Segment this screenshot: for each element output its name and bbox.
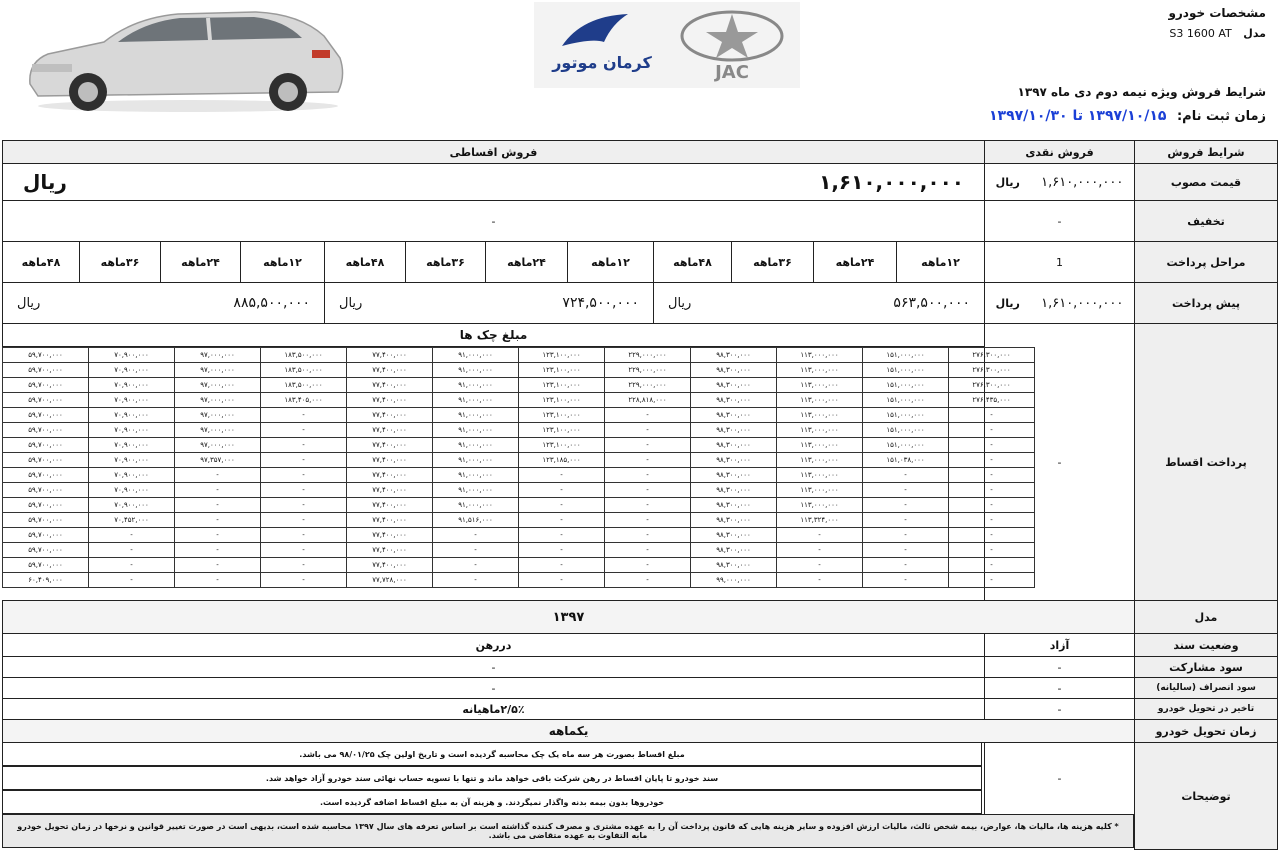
check-cell: ۱۲۳,۱۰۰,۰۰۰ <box>519 438 605 453</box>
check-cell: ۹۸,۳۰۰,۰۰۰ <box>691 468 777 483</box>
check-cell: - <box>89 558 175 573</box>
cash-stage: 1 <box>984 241 1135 283</box>
check-cell: ۱۵۱,۰۰۰,۰۰۰ <box>863 378 949 393</box>
checks-row <box>3 438 1035 453</box>
prepay-unit-2: ریال <box>339 295 363 311</box>
check-cell: - <box>949 438 1035 453</box>
check-cell: ۹۸,۳۰۰,۰۰۰ <box>691 513 777 528</box>
check-cell: ۲۲۹,۰۰۰,۰۰۰ <box>605 363 691 378</box>
page-header <box>0 0 1280 138</box>
cash-discount: - <box>984 200 1135 242</box>
month-option-10: ۲۴ماهه <box>160 241 241 283</box>
label-delivery-time: زمان تحویل خودرو <box>1134 719 1278 743</box>
label-cancel-profit: سود انصراف (سالیانه) <box>1134 677 1278 699</box>
check-cell: ۹۷,۰۰۰,۰۰۰ <box>175 378 261 393</box>
check-cell: - <box>261 408 347 423</box>
model-line <box>1169 27 1266 40</box>
check-cell: ۱۱۳,۰۰۰,۰۰۰ <box>777 393 863 408</box>
check-cell: - <box>261 438 347 453</box>
check-cell: - <box>261 423 347 438</box>
check-cell: ۷۰,۹۰۰,۰۰۰ <box>89 378 175 393</box>
check-cell: ۹۸,۳۰۰,۰۰۰ <box>691 408 777 423</box>
check-cell: - <box>175 543 261 558</box>
check-cell: ۱۲۳,۱۸۵,۰۰۰ <box>519 453 605 468</box>
check-cell: ۱۱۳,۰۰۰,۰۰۰ <box>777 408 863 423</box>
installment-price <box>2 163 985 201</box>
delivery-delay-cash: - <box>984 698 1135 720</box>
svg-text:کرمان موتور: کرمان موتور <box>552 53 652 72</box>
check-cell: ۱۲۳,۱۰۰,۰۰۰ <box>519 393 605 408</box>
month-option-6: ۲۴ماهه <box>485 241 568 283</box>
check-cell: ۹۸,۳۰۰,۰۰۰ <box>691 363 777 378</box>
check-cell: - <box>605 468 691 483</box>
check-cell: - <box>261 483 347 498</box>
check-cell: - <box>949 408 1035 423</box>
label-stages: مراحل پرداخت <box>1134 241 1278 283</box>
label-discount: تخفیف <box>1134 200 1278 242</box>
check-cell: ۵۹,۷۰۰,۰۰۰ <box>3 408 89 423</box>
check-cell: ۱۱۳,۰۰۰,۰۰۰ <box>777 498 863 513</box>
label-model-year: مدل <box>1134 600 1278 634</box>
check-cell: ۶۰,۴۰۹,۰۰۰ <box>3 573 89 588</box>
checks-row <box>3 558 1035 573</box>
check-cell: - <box>433 543 519 558</box>
check-cell: ۱۸۳,۵۰۰,۰۰۰ <box>261 378 347 393</box>
check-cell: - <box>261 468 347 483</box>
check-cell: - <box>89 528 175 543</box>
check-cell: ۷۷,۴۰۰,۰۰۰ <box>347 498 433 513</box>
check-cell: - <box>605 423 691 438</box>
model-year-value: ۱۳۹۷ <box>2 600 1135 634</box>
check-cell: ۱۲۳,۱۰۰,۰۰۰ <box>519 378 605 393</box>
check-cell: - <box>605 513 691 528</box>
check-cell: ۷۰,۹۰۰,۰۰۰ <box>89 408 175 423</box>
check-cell: ۵۹,۷۰۰,۰۰۰ <box>3 348 89 363</box>
check-cell: ۷۷,۴۰۰,۰۰۰ <box>347 408 433 423</box>
check-cell: ۱۵۱,۰۰۰,۰۰۰ <box>863 438 949 453</box>
checks-row <box>3 498 1035 513</box>
label-sale-terms: شرایط فروش <box>1134 140 1278 164</box>
installment-price-unit: ریال <box>23 170 67 194</box>
check-cell: - <box>175 558 261 573</box>
check-cell: ۹۷,۰۰۰,۰۰۰ <box>175 423 261 438</box>
check-cell: ۷۰,۹۰۰,۰۰۰ <box>89 453 175 468</box>
check-cell: - <box>863 573 949 588</box>
check-cell: ۱۸۳,۴۰۵,۰۰۰ <box>261 393 347 408</box>
check-cell: ۹۷,۰۰۰,۰۰۰ <box>175 393 261 408</box>
check-cell: ۲۷۶,۳۰۰,۰۰۰ <box>949 348 1035 363</box>
check-cell: ۱۱۳,۰۰۰,۰۰۰ <box>777 423 863 438</box>
check-cell: - <box>863 528 949 543</box>
check-cell: ۷۰,۹۰۰,۰۰۰ <box>89 348 175 363</box>
check-cell: - <box>261 453 347 468</box>
label-prepay: پیش پرداخت <box>1134 282 1278 324</box>
checks-row <box>3 423 1035 438</box>
installment-price-value: ۱,۶۱۰,۰۰۰,۰۰۰ <box>819 170 964 194</box>
cash-price-value: ۱,۶۱۰,۰۰۰,۰۰۰ <box>1041 174 1124 190</box>
check-cell: - <box>175 483 261 498</box>
check-cell: ۱۱۳,۰۰۰,۰۰۰ <box>777 348 863 363</box>
brand-logos <box>534 2 800 88</box>
check-cell: ۱۲۳,۱۰۰,۰۰۰ <box>519 408 605 423</box>
check-cell: ۷۰,۹۰۰,۰۰۰ <box>89 363 175 378</box>
check-cell: - <box>863 513 949 528</box>
check-cell: - <box>605 558 691 573</box>
check-cell: - <box>175 468 261 483</box>
check-cell: ۷۷,۴۰۰,۰۰۰ <box>347 363 433 378</box>
check-cell: ۷۰,۴۵۲,۰۰۰ <box>89 513 175 528</box>
check-cell: ۲۷۶,۴۳۵,۰۰۰ <box>949 393 1035 408</box>
installment-discount: - <box>2 200 985 242</box>
check-cell: ۱۲۳,۱۰۰,۰۰۰ <box>519 363 605 378</box>
check-cell: - <box>261 543 347 558</box>
check-cell: ۲۷۶,۳۰۰,۰۰۰ <box>949 363 1035 378</box>
check-cell: ۹۸,۳۰۰,۰۰۰ <box>691 423 777 438</box>
check-cell: - <box>949 498 1035 513</box>
check-cell: ۹۸,۳۰۰,۰۰۰ <box>691 393 777 408</box>
check-cell: ۷۰,۹۰۰,۰۰۰ <box>89 498 175 513</box>
cash-prepay-value: ۱,۶۱۰,۰۰۰,۰۰۰ <box>1041 295 1124 311</box>
label-delivery-delay: تاخیر در تحویل خودرو <box>1134 698 1278 720</box>
check-cell: - <box>519 573 605 588</box>
delivery-delay-installment: ۲/۵٪ماهیانه <box>2 698 985 720</box>
prepay-group-2 <box>324 282 654 324</box>
month-option-3: ۳۶ماهه <box>731 241 814 283</box>
cash-price-unit: ریال <box>995 175 1020 189</box>
check-cell: ۷۰,۹۰۰,۰۰۰ <box>89 423 175 438</box>
month-option-1: ۱۲ماهه <box>896 241 985 283</box>
check-cell: ۵۹,۷۰۰,۰۰۰ <box>3 423 89 438</box>
checks-row <box>3 453 1035 468</box>
check-cell: ۵۹,۷۰۰,۰۰۰ <box>3 528 89 543</box>
check-cell: ۷۷,۴۰۰,۰۰۰ <box>347 528 433 543</box>
check-cell: ۹۸,۳۰۰,۰۰۰ <box>691 558 777 573</box>
check-cell: ۹۹,۰۰۰,۰۰۰ <box>691 573 777 588</box>
check-cell: - <box>433 558 519 573</box>
check-cell: ۷۰,۹۰۰,۰۰۰ <box>89 468 175 483</box>
checks-row <box>3 483 1035 498</box>
check-cell: ۱۵۱,۰۳۸,۰۰۰ <box>863 453 949 468</box>
checks-row <box>3 408 1035 423</box>
check-cell: ۵۹,۷۰۰,۰۰۰ <box>3 468 89 483</box>
check-cell: - <box>949 558 1035 573</box>
check-cell: ۹۱,۰۰۰,۰۰۰ <box>433 348 519 363</box>
check-cell: ۹۸,۳۰۰,۰۰۰ <box>691 348 777 363</box>
checks-row <box>3 348 1035 363</box>
check-cell: ۹۸,۳۰۰,۰۰۰ <box>691 483 777 498</box>
prepay-unit-3: ریال <box>17 295 41 311</box>
check-cell: ۹۱,۰۰۰,۰۰۰ <box>433 498 519 513</box>
check-cell: ۹۱,۰۰۰,۰۰۰ <box>433 453 519 468</box>
month-option-7: ۳۶ماهه <box>405 241 486 283</box>
cancel-profit-installment: - <box>2 677 985 699</box>
check-cell: ۹۷,۰۰۰,۰۰۰ <box>175 438 261 453</box>
check-cell: ۱۵۱,۰۰۰,۰۰۰ <box>863 348 949 363</box>
check-cell: ۷۷,۴۰۰,۰۰۰ <box>347 453 433 468</box>
check-cell: ۱۱۳,۰۰۰,۰۰۰ <box>777 453 863 468</box>
prepay-group-3 <box>2 282 325 324</box>
cash-price <box>984 163 1135 201</box>
check-cell: - <box>777 558 863 573</box>
check-cell: ۷۷,۴۰۰,۰۰۰ <box>347 378 433 393</box>
check-cell: - <box>605 498 691 513</box>
cash-prepay <box>984 282 1135 324</box>
prepay-value-2: ۷۲۴,۵۰۰,۰۰۰ <box>562 295 639 311</box>
check-cell: - <box>175 573 261 588</box>
check-cell: ۲۷۶,۳۰۰,۰۰۰ <box>949 378 1035 393</box>
check-cell: - <box>605 528 691 543</box>
month-option-12: ۴۸ماهه <box>2 241 80 283</box>
check-cell: - <box>777 573 863 588</box>
partnership-installment: - <box>2 656 985 678</box>
check-cell: - <box>261 513 347 528</box>
check-cell: - <box>519 558 605 573</box>
terms-title: شرایط فروش ویژه نیمه دوم دی ماه ۱۳۹۷ <box>1017 85 1266 99</box>
prepay-value-3: ۸۸۵,۵۰۰,۰۰۰ <box>233 295 310 311</box>
check-cell: - <box>949 423 1035 438</box>
model-value: S3 1600 AT <box>1169 27 1232 40</box>
check-cell: - <box>519 528 605 543</box>
check-cell: ۷۷,۴۰۰,۰۰۰ <box>347 558 433 573</box>
month-option-9: ۱۲ماهه <box>240 241 325 283</box>
label-partnership: سود مشارکت <box>1134 656 1278 678</box>
check-cell: ۵۹,۷۰۰,۰۰۰ <box>3 363 89 378</box>
checks-row <box>3 468 1035 483</box>
check-cell: ۷۰,۹۰۰,۰۰۰ <box>89 483 175 498</box>
month-option-4: ۴۸ماهه <box>653 241 732 283</box>
check-cell: ۹۸,۳۰۰,۰۰۰ <box>691 378 777 393</box>
check-cell: - <box>605 438 691 453</box>
label-installment: فروش اقساطی <box>2 140 985 164</box>
check-cell: ۲۲۹,۰۰۰,۰۰۰ <box>605 378 691 393</box>
spec-title: مشخصات خودرو <box>1168 6 1266 20</box>
svg-text:JAC: JAC <box>715 62 749 83</box>
check-cell: ۷۷,۴۰۰,۰۰۰ <box>347 543 433 558</box>
check-cell: - <box>605 543 691 558</box>
check-cell: ۱۵۱,۰۰۰,۰۰۰ <box>863 363 949 378</box>
check-cell: - <box>949 573 1035 588</box>
check-cell: - <box>433 573 519 588</box>
check-cell: ۵۹,۷۰۰,۰۰۰ <box>3 378 89 393</box>
check-cell: ۷۷,۴۰۰,۰۰۰ <box>347 393 433 408</box>
check-cell: ۱۲۳,۱۰۰,۰۰۰ <box>519 348 605 363</box>
check-cell: ۹۷,۰۰۰,۰۰۰ <box>175 408 261 423</box>
label-price: قیمت مصوب <box>1134 163 1278 201</box>
jac-logo <box>672 2 792 88</box>
delivery-time-value: یکماهه <box>2 719 1135 743</box>
checks-row <box>3 543 1035 558</box>
check-cell: - <box>949 513 1035 528</box>
check-cell: ۲۲۹,۰۰۰,۰۰۰ <box>605 348 691 363</box>
checks-row <box>3 573 1035 588</box>
check-cell: - <box>605 483 691 498</box>
check-cell: ۱۸۳,۵۰۰,۰۰۰ <box>261 348 347 363</box>
registration-line <box>989 108 1266 124</box>
check-cell: ۵۹,۷۰۰,۰۰۰ <box>3 498 89 513</box>
note-1: مبلغ اقساط بصورت هر سه ماه یک چک محاسبه گردیده است و تاریخ اولین چک ۹۸/۰۱/۲۵ می باشد. <box>2 742 982 766</box>
check-cell: ۷۷,۷۲۸,۰۰۰ <box>347 573 433 588</box>
check-cell: - <box>863 498 949 513</box>
check-cell: ۹۱,۰۰۰,۰۰۰ <box>433 468 519 483</box>
check-cell: - <box>433 528 519 543</box>
check-cell: - <box>949 528 1035 543</box>
check-cell: ۷۷,۴۰۰,۰۰۰ <box>347 423 433 438</box>
notes-cash: - <box>984 742 1135 815</box>
check-cell: ۷۰,۹۰۰,۰۰۰ <box>89 393 175 408</box>
label-notes: توضیحات <box>1134 742 1278 850</box>
check-cell: ۹۱,۰۰۰,۰۰۰ <box>433 438 519 453</box>
check-cell: - <box>605 408 691 423</box>
note-3: خودروها بدون بیمه بدنه واگذار نمیگردند. و هزینه آن به مبلغ اقساط اضافه گردیده است. <box>2 790 982 814</box>
label-cash: فروش نقدی <box>984 140 1135 164</box>
check-cell: ۵۹,۷۰۰,۰۰۰ <box>3 393 89 408</box>
check-cell: ۹۱,۰۰۰,۰۰۰ <box>433 378 519 393</box>
month-option-2: ۲۴ماهه <box>813 241 897 283</box>
check-cell: ۱۱۳,۳۲۴,۰۰۰ <box>777 513 863 528</box>
check-cell: - <box>519 513 605 528</box>
check-cell: - <box>261 498 347 513</box>
check-cell: ۵۹,۷۰۰,۰۰۰ <box>3 453 89 468</box>
check-cell: ۱۵۱,۰۰۰,۰۰۰ <box>863 423 949 438</box>
check-cell: - <box>863 483 949 498</box>
check-cell: - <box>89 573 175 588</box>
month-option-11: ۳۶ماهه <box>79 241 161 283</box>
check-cell: ۹۷,۰۰۰,۰۰۰ <box>175 363 261 378</box>
check-cell: - <box>175 528 261 543</box>
doc-status-cash: آزاد <box>984 633 1135 657</box>
check-cell: ۹۸,۳۰۰,۰۰۰ <box>691 543 777 558</box>
reg-label: زمان ثبت نام: <box>1176 109 1266 124</box>
check-cell: ۱۵۱,۰۰۰,۰۰۰ <box>863 393 949 408</box>
check-cell: - <box>863 468 949 483</box>
label-installments: پرداخت اقساط <box>1134 323 1278 601</box>
check-cell: ۱۱۳,۰۰۰,۰۰۰ <box>777 438 863 453</box>
check-cell: ۹۱,۰۰۰,۰۰۰ <box>433 393 519 408</box>
check-cell: - <box>89 543 175 558</box>
check-cell: - <box>949 453 1035 468</box>
check-cell: ۱۲۳,۱۰۰,۰۰۰ <box>519 423 605 438</box>
month-option-8: ۴۸ماهه <box>324 241 406 283</box>
check-cell: ۱۸۳,۵۰۰,۰۰۰ <box>261 363 347 378</box>
month-option-5: ۱۲ماهه <box>567 241 654 283</box>
cash-installments: - <box>984 323 1135 601</box>
check-cell: - <box>605 453 691 468</box>
check-cell: ۹۱,۰۰۰,۰۰۰ <box>433 483 519 498</box>
check-cell: ۷۷,۴۰۰,۰۰۰ <box>347 483 433 498</box>
check-cell: ۷۷,۴۰۰,۰۰۰ <box>347 348 433 363</box>
prepay-group-1 <box>653 282 985 324</box>
check-cell: ۹۸,۳۰۰,۰۰۰ <box>691 498 777 513</box>
check-cell: ۵۹,۷۰۰,۰۰۰ <box>3 438 89 453</box>
check-cell: ۷۷,۴۰۰,۰۰۰ <box>347 468 433 483</box>
check-cell: ۹۱,۵۱۶,۰۰۰ <box>433 513 519 528</box>
check-cell: ۱۱۳,۰۰۰,۰۰۰ <box>777 483 863 498</box>
check-cell: - <box>519 483 605 498</box>
cash-prepay-unit: ریال <box>995 296 1020 310</box>
doc-status-installment: دررهن <box>2 633 985 657</box>
check-cell: - <box>777 528 863 543</box>
prepay-unit-1: ریال <box>668 295 692 311</box>
check-cell: - <box>949 543 1035 558</box>
check-cell: ۹۸,۳۰۰,۰۰۰ <box>691 453 777 468</box>
checks-row <box>3 528 1035 543</box>
check-cell: - <box>863 543 949 558</box>
check-cell: ۵۹,۷۰۰,۰۰۰ <box>3 483 89 498</box>
check-cell: ۹۱,۰۰۰,۰۰۰ <box>433 363 519 378</box>
check-cell: ۵۹,۷۰۰,۰۰۰ <box>3 558 89 573</box>
check-cell: ۹۸,۳۰۰,۰۰۰ <box>691 438 777 453</box>
check-cell: - <box>949 468 1035 483</box>
check-cell: - <box>519 468 605 483</box>
check-cell: ۱۵۱,۰۰۰,۰۰۰ <box>863 408 949 423</box>
check-cell: - <box>261 573 347 588</box>
checks-title: مبلغ چک ها <box>2 323 985 347</box>
check-cell: ۷۷,۴۰۰,۰۰۰ <box>347 513 433 528</box>
checks-row <box>3 363 1035 378</box>
checks-row <box>3 513 1035 528</box>
checks-row <box>3 378 1035 393</box>
check-cell: - <box>519 543 605 558</box>
footer-disclaimer: * کلیه هزینه ها، مالیات ها، عوارض، بیمه شخص ثالث، مالیات ارزش افزوده و سایر هزینه هایی که قانون پرداخت آن را به عهده مشتری و مصرف کننده گذاشته است بر اساس تعرفه های سال ۱۳۹۷ محاسبه شده است، بدیهی است در صورت تغییر قوانین و نرخها در زمان تحویل خودرو مابه التفاوت به عهده متقاضی می باشد. <box>2 814 1134 848</box>
check-cell: - <box>605 573 691 588</box>
reg-value: ۱۳۹۷/۱۰/۱۵ تا ۱۳۹۷/۱۰/۳۰ <box>989 108 1167 124</box>
check-cell: - <box>777 543 863 558</box>
check-cell: ۲۲۸,۸۱۸,۰۰۰ <box>605 393 691 408</box>
note-2: سند خودرو تا پایان اقساط در رهن شرکت باقی خواهد ماند و تنها با تسویه حساب نهائی سند خودرو آزاد خواهد شد. <box>2 766 982 790</box>
kerman-motor-logo <box>542 2 662 88</box>
check-cell: ۹۸,۳۰۰,۰۰۰ <box>691 528 777 543</box>
check-cell: - <box>863 558 949 573</box>
check-cell: ۱۱۳,۰۰۰,۰۰۰ <box>777 378 863 393</box>
check-cell: - <box>519 498 605 513</box>
check-cell: ۱۱۳,۰۰۰,۰۰۰ <box>777 468 863 483</box>
check-cell: ۷۷,۴۰۰,۰۰۰ <box>347 438 433 453</box>
check-cell: ۹۱,۰۰۰,۰۰۰ <box>433 423 519 438</box>
checks-table <box>2 347 1035 588</box>
check-cell: ۹۱,۰۰۰,۰۰۰ <box>433 408 519 423</box>
check-cell: ۹۷,۳۵۷,۰۰۰ <box>175 453 261 468</box>
check-cell: ۱۱۳,۰۰۰,۰۰۰ <box>777 363 863 378</box>
check-cell: ۵۹,۷۰۰,۰۰۰ <box>3 513 89 528</box>
label-doc-status: وضعیت سند <box>1134 633 1278 657</box>
check-cell: - <box>175 498 261 513</box>
checks-row <box>3 393 1035 408</box>
prepay-value-1: ۵۶۳,۵۰۰,۰۰۰ <box>893 295 970 311</box>
check-cell: - <box>261 558 347 573</box>
check-cell: ۹۷,۰۰۰,۰۰۰ <box>175 348 261 363</box>
cancel-profit-cash: - <box>984 677 1135 699</box>
check-cell: - <box>175 513 261 528</box>
partnership-cash: - <box>984 656 1135 678</box>
check-cell: - <box>949 483 1035 498</box>
check-cell: - <box>261 528 347 543</box>
car-image <box>18 6 348 114</box>
check-cell: ۵۹,۷۰۰,۰۰۰ <box>3 543 89 558</box>
model-label: مدل <box>1243 27 1266 40</box>
check-cell: ۷۰,۹۰۰,۰۰۰ <box>89 438 175 453</box>
